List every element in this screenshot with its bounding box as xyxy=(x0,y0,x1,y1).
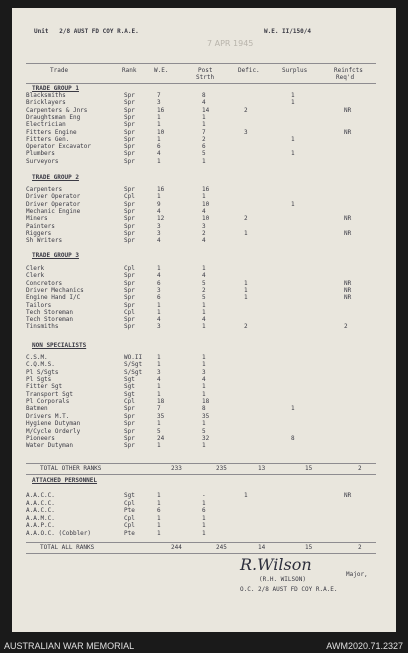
cell-trade: Engine Hand I/C xyxy=(26,294,81,302)
cell-trade: Carpenters xyxy=(26,186,63,193)
cell-rank: Cpl xyxy=(124,308,135,316)
cell-we: 3 xyxy=(157,99,161,107)
cell-we: 6 xyxy=(157,507,161,515)
cell-surplus: 8 xyxy=(291,434,295,442)
table-row xyxy=(12,442,396,449)
cell-reinf: NR xyxy=(344,492,352,499)
cell-we: 1 xyxy=(157,492,161,499)
cell-trade: Clerk xyxy=(26,265,45,272)
cell-we: 1 xyxy=(157,390,161,398)
cell-defic: 1 xyxy=(244,294,248,302)
table-row xyxy=(12,309,396,316)
cell-trade: Tech Storeman xyxy=(26,316,73,324)
cell-we: 4 xyxy=(157,237,161,245)
total-other-ranks: TOTAL OTHER RANKS 233 235 13 15 2 xyxy=(26,463,376,475)
archive-footer xyxy=(0,638,408,653)
cell-rank: Spr xyxy=(124,128,135,136)
cell-defic: 2 xyxy=(244,215,248,223)
unit-heading: Unit 2/8 AUST FD COY R.A.E. xyxy=(34,28,139,35)
cell-trade: C.Q.M.S. xyxy=(26,361,55,369)
cell-rank: Sgt xyxy=(124,383,135,391)
cell-post: 14 xyxy=(202,106,210,114)
cell-post: 1 xyxy=(202,193,206,201)
cell-post: 1 xyxy=(202,420,206,428)
war-establishment-ref: W.E. II/150/4 xyxy=(264,28,311,35)
cell-post: 4 xyxy=(202,272,206,280)
cell-rank: Spr xyxy=(124,237,135,245)
cell-rank: Spr xyxy=(124,405,135,413)
cell-rank: Spr xyxy=(124,215,135,223)
table-row xyxy=(12,413,396,420)
cell-trade: Fitters Engine xyxy=(26,128,77,136)
cell-trade: Painters xyxy=(26,222,55,230)
table-row xyxy=(12,316,396,323)
table-row xyxy=(12,383,396,390)
table-row xyxy=(12,323,396,330)
cell-we: 10 xyxy=(157,128,165,136)
cell-we: 12 xyxy=(157,215,165,223)
table-row xyxy=(12,435,396,442)
cell-post: 5 xyxy=(202,427,206,435)
cell-post: 10 xyxy=(202,200,210,208)
cell-rank: Spr xyxy=(124,207,135,215)
table-row xyxy=(12,136,396,143)
cell-post: - xyxy=(202,492,206,499)
cell-rank: Spr xyxy=(124,434,135,442)
cell-rank: Spr xyxy=(124,143,135,151)
cell-we: 1 xyxy=(157,157,161,165)
signatory-name: (R.H. WILSON) xyxy=(259,576,306,583)
cell-trade: Plumbers xyxy=(26,150,55,158)
cell-we: 35 xyxy=(157,412,165,420)
cell-reinf: NR xyxy=(344,229,352,237)
cell-rank: Spr xyxy=(124,420,135,428)
col-trade: Trade xyxy=(50,67,69,74)
cell-we: 4 xyxy=(157,376,161,384)
group-heading: TRADE GROUP 3 xyxy=(32,252,79,259)
cell-we: 1 xyxy=(157,530,161,537)
cell-trade: Carpenters & Jnrs xyxy=(26,106,88,114)
cell-we: 5 xyxy=(157,427,161,435)
cell-post: 5 xyxy=(202,294,206,302)
table-row xyxy=(12,530,396,537)
table-row xyxy=(12,265,396,272)
col-surplus: Surplus xyxy=(282,67,308,74)
table-row xyxy=(12,208,396,215)
cell-trade: Surveyors xyxy=(26,157,59,165)
cell-post: 4 xyxy=(202,207,206,215)
table-row xyxy=(12,522,396,529)
cell-post: 1 xyxy=(202,308,206,316)
cell-we: 7 xyxy=(157,92,161,99)
date-stamp: 7 APR 1945 xyxy=(207,39,254,48)
group-heading: ATTACHED PERSONNEL xyxy=(32,477,98,484)
cell-reinf: NR xyxy=(344,294,352,302)
cell-trade: Water Dutyman xyxy=(26,442,73,450)
cell-we: 6 xyxy=(157,143,161,151)
cell-rank: Spr xyxy=(124,272,135,280)
table-row xyxy=(12,230,396,237)
cell-trade: Driver Mechanics xyxy=(26,286,84,294)
table-row xyxy=(12,369,396,376)
cell-we: 6 xyxy=(157,279,161,287)
cell-rank: Spr xyxy=(124,200,135,208)
cell-rank: Cpl xyxy=(124,398,135,406)
cell-we: 1 xyxy=(157,265,161,272)
cell-post: 5 xyxy=(202,150,206,158)
cell-trade: Batmen xyxy=(26,405,48,413)
cell-trade: Clerk xyxy=(26,272,45,280)
table-row xyxy=(12,405,396,412)
cell-rank: Cpl xyxy=(124,265,135,272)
cell-defic: 3 xyxy=(244,128,248,136)
cell-reinf: NR xyxy=(344,106,352,114)
cell-we: 9 xyxy=(157,200,161,208)
table-row xyxy=(12,428,396,435)
cell-reinf: NR xyxy=(344,215,352,223)
cell-we: 24 xyxy=(157,434,165,442)
cell-reinf: NR xyxy=(344,279,352,287)
cell-we: 7 xyxy=(157,405,161,413)
table-row xyxy=(12,280,396,287)
cell-post: 1 xyxy=(202,499,206,507)
cell-defic: 1 xyxy=(244,492,248,499)
cell-trade: Concretors xyxy=(26,279,63,287)
cell-surplus: 1 xyxy=(291,150,295,158)
table-row xyxy=(12,420,396,427)
cell-we: 1 xyxy=(157,420,161,428)
cell-trade: Sh Writers xyxy=(26,237,63,245)
cell-surplus: 1 xyxy=(291,135,295,143)
cell-we: 1 xyxy=(157,301,161,309)
col-we: W.E. xyxy=(154,67,169,74)
cell-post: 1 xyxy=(202,383,206,391)
table-row xyxy=(12,515,396,522)
table-row xyxy=(12,391,396,398)
cell-post: 1 xyxy=(202,265,206,272)
table-row xyxy=(12,500,396,507)
cell-post: 8 xyxy=(202,405,206,413)
cell-post: 3 xyxy=(202,368,206,376)
cell-reinf: 2 xyxy=(344,323,348,331)
table-row xyxy=(12,107,396,114)
cell-defic: 1 xyxy=(244,229,248,237)
cell-rank: S/Sgt xyxy=(124,361,143,369)
cell-post: 3 xyxy=(202,222,206,230)
cell-rank: Spr xyxy=(124,106,135,114)
table-row xyxy=(12,354,396,361)
cell-trade: Driver Operator xyxy=(26,193,81,201)
cell-trade: M/Cycle Orderly xyxy=(26,427,81,435)
cell-defic: 1 xyxy=(244,279,248,287)
col-reinf: Reinfcts xyxy=(334,67,363,74)
cell-post: 6 xyxy=(202,507,206,515)
cell-post: 1 xyxy=(202,113,206,121)
cell-rank: Spr xyxy=(124,222,135,230)
table-row xyxy=(12,507,396,514)
cell-rank: Spr xyxy=(124,186,135,193)
cell-we: 3 xyxy=(157,222,161,230)
table-row xyxy=(12,492,396,499)
cell-post: 18 xyxy=(202,398,210,406)
cell-trade: Pioneers xyxy=(26,434,55,442)
cell-we: 4 xyxy=(157,150,161,158)
cell-post: 1 xyxy=(202,522,206,530)
table-row xyxy=(12,121,396,128)
cell-rank: Spr xyxy=(124,135,135,143)
cell-trade: C.S.M. xyxy=(26,354,48,361)
cell-post: 4 xyxy=(202,316,206,324)
cell-rank: Cpl xyxy=(124,514,135,522)
cell-rank: Sgt xyxy=(124,376,135,384)
signatory-title: O.C. 2/8 AUST FD COY R.A.E. xyxy=(240,586,338,593)
cell-post: 35 xyxy=(202,412,210,420)
cell-we: 3 xyxy=(157,368,161,376)
cell-we: 1 xyxy=(157,361,161,369)
table-row xyxy=(12,186,396,193)
cell-trade: Draughtsman Eng xyxy=(26,113,81,121)
cell-trade: Tailors xyxy=(26,301,52,309)
signatory-rank: Major, xyxy=(346,571,368,578)
cell-rank: WO.II xyxy=(124,354,143,361)
cell-surplus: 1 xyxy=(291,200,295,208)
cell-surplus: 1 xyxy=(291,99,295,107)
cell-rank: Spr xyxy=(124,150,135,158)
cell-trade: A.A.C.C. xyxy=(26,492,55,499)
cell-post: 1 xyxy=(202,354,206,361)
cell-trade: Riggers xyxy=(26,229,52,237)
document-page xyxy=(12,8,396,632)
cell-reinf: NR xyxy=(344,286,352,294)
table-row xyxy=(12,272,396,279)
cell-rank: Spr xyxy=(124,301,135,309)
cell-post: 1 xyxy=(202,361,206,369)
header-rule-bottom xyxy=(26,83,376,84)
cell-post: 4 xyxy=(202,99,206,107)
cell-rank: Spr xyxy=(124,316,135,324)
cell-rank: Sgt xyxy=(124,492,135,499)
cell-we: 1 xyxy=(157,193,161,201)
cell-we: 1 xyxy=(157,514,161,522)
cell-defic: 2 xyxy=(244,323,248,331)
cell-rank: Spr xyxy=(124,113,135,121)
cell-post: 2 xyxy=(202,135,206,143)
cell-post: 5 xyxy=(202,279,206,287)
table-row xyxy=(12,237,396,244)
cell-we: 6 xyxy=(157,294,161,302)
group-heading: TRADE GROUP 2 xyxy=(32,174,79,181)
table-row xyxy=(12,99,396,106)
archive-reference: AWM2020.71.2327 xyxy=(326,641,403,651)
cell-rank: Spr xyxy=(124,427,135,435)
cell-trade: Blacksmiths xyxy=(26,92,66,99)
cell-rank: Spr xyxy=(124,286,135,294)
archive-name: AUSTRALIAN WAR MEMORIAL xyxy=(4,641,135,651)
cell-post: 1 xyxy=(202,157,206,165)
cell-defic: 2 xyxy=(244,106,248,114)
col-post-sub: Strth xyxy=(196,74,215,81)
group-heading: TRADE GROUP 1 xyxy=(32,85,79,92)
cell-we: 1 xyxy=(157,113,161,121)
cell-rank: Spr xyxy=(124,294,135,302)
cell-trade: Tech Storeman xyxy=(26,308,73,316)
cell-we: 4 xyxy=(157,207,161,215)
cell-trade: Bricklayers xyxy=(26,99,66,107)
cell-surplus: 1 xyxy=(291,405,295,413)
cell-rank: Spr xyxy=(124,412,135,420)
cell-post: 1 xyxy=(202,323,206,331)
cell-post: 1 xyxy=(202,121,206,129)
cell-trade: A.A.C.C. xyxy=(26,507,55,515)
cell-rank: Pte xyxy=(124,507,135,515)
cell-we: 1 xyxy=(157,499,161,507)
cell-post: 16 xyxy=(202,186,210,193)
cell-we: 18 xyxy=(157,398,165,406)
cell-post: 2 xyxy=(202,229,206,237)
cell-trade: Pl Sgts xyxy=(26,376,52,384)
cell-post: 1 xyxy=(202,301,206,309)
cell-trade: Fitters Gen. xyxy=(26,135,70,143)
cell-we: 1 xyxy=(157,354,161,361)
cell-trade: Fitter Sgt xyxy=(26,383,63,391)
cell-trade: Drivers M.T. xyxy=(26,412,70,420)
col-defic: Defic. xyxy=(238,67,260,74)
cell-rank: Cpl xyxy=(124,522,135,530)
cell-post: 10 xyxy=(202,215,210,223)
cell-post: 2 xyxy=(202,286,206,294)
table-row xyxy=(12,201,396,208)
table-row xyxy=(12,143,396,150)
cell-rank: Spr xyxy=(124,121,135,129)
table-row xyxy=(12,215,396,222)
cell-rank: Spr xyxy=(124,92,135,99)
cell-rank: Sgt xyxy=(124,390,135,398)
table-row xyxy=(12,302,396,309)
cell-rank: Spr xyxy=(124,279,135,287)
handwritten-signature: R.Wilson xyxy=(240,555,312,574)
cell-trade: Tinsmiths xyxy=(26,323,59,331)
cell-trade: A.A.P.C. xyxy=(26,522,55,530)
cell-trade: Driver Operator xyxy=(26,200,81,208)
cell-post: 7 xyxy=(202,128,206,136)
cell-defic: 1 xyxy=(244,286,248,294)
cell-post: 4 xyxy=(202,237,206,245)
cell-we: 1 xyxy=(157,121,161,129)
header-rule-top xyxy=(26,63,376,64)
table-row xyxy=(12,361,396,368)
cell-rank: Spr xyxy=(124,323,135,331)
cell-trade: Hygiene Dutyman xyxy=(26,420,81,428)
cell-post: 1 xyxy=(202,530,206,537)
cell-trade: Operator Excavator xyxy=(26,143,92,151)
cell-we: 4 xyxy=(157,316,161,324)
cell-post: 6 xyxy=(202,143,206,151)
cell-surplus: 1 xyxy=(291,92,295,99)
cell-we: 1 xyxy=(157,442,161,450)
table-row xyxy=(12,294,396,301)
table-row xyxy=(12,129,396,136)
cell-rank: Spr xyxy=(124,99,135,107)
cell-post: 32 xyxy=(202,434,210,442)
cell-trade: Pl Corporals xyxy=(26,398,70,406)
table-row xyxy=(12,376,396,383)
col-reinf-sub: Req'd xyxy=(336,74,355,81)
cell-trade: A.A.O.C. (Cobbler) xyxy=(26,530,92,537)
cell-we: 16 xyxy=(157,186,165,193)
cell-trade: A.A.M.C. xyxy=(26,514,55,522)
group-heading: NON SPECIALISTS xyxy=(32,342,87,349)
col-post: Post xyxy=(198,67,213,74)
cell-rank: Spr xyxy=(124,442,135,450)
cell-rank: Pte xyxy=(124,530,135,537)
cell-rank: Cpl xyxy=(124,499,135,507)
cell-post: 1 xyxy=(202,390,206,398)
cell-trade: Transport Sgt xyxy=(26,390,73,398)
table-row xyxy=(12,223,396,230)
cell-trade: Pl S/Sgts xyxy=(26,368,59,376)
cell-we: 4 xyxy=(157,272,161,280)
table-row xyxy=(12,150,396,157)
cell-we: 3 xyxy=(157,323,161,331)
table-row xyxy=(12,193,396,200)
col-rank: Rank xyxy=(122,67,137,74)
cell-we: 3 xyxy=(157,229,161,237)
cell-we: 1 xyxy=(157,383,161,391)
cell-post: 8 xyxy=(202,92,206,99)
cell-we: 16 xyxy=(157,106,165,114)
cell-rank: S/Sgt xyxy=(124,368,143,376)
cell-we: 1 xyxy=(157,308,161,316)
cell-we: 1 xyxy=(157,135,161,143)
cell-post: 4 xyxy=(202,376,206,384)
cell-rank: Cpl xyxy=(124,193,135,201)
cell-post: 1 xyxy=(202,514,206,522)
cell-rank: Spr xyxy=(124,157,135,165)
cell-post: 1 xyxy=(202,442,206,450)
cell-rank: Spr xyxy=(124,229,135,237)
table-row xyxy=(12,92,396,99)
cell-we: 1 xyxy=(157,522,161,530)
table-row xyxy=(12,287,396,294)
total-all-ranks: TOTAL ALL RANKS 244 245 14 15 2 xyxy=(26,542,376,554)
cell-we: 3 xyxy=(157,286,161,294)
table-row xyxy=(12,398,396,405)
table-row xyxy=(12,114,396,121)
cell-trade: Miners xyxy=(26,215,48,223)
cell-reinf: NR xyxy=(344,128,352,136)
table-row xyxy=(12,158,396,165)
cell-trade: A.A.C.C. xyxy=(26,499,55,507)
cell-trade: Mechanic Engine xyxy=(26,207,81,215)
cell-trade: Electrician xyxy=(26,121,66,129)
